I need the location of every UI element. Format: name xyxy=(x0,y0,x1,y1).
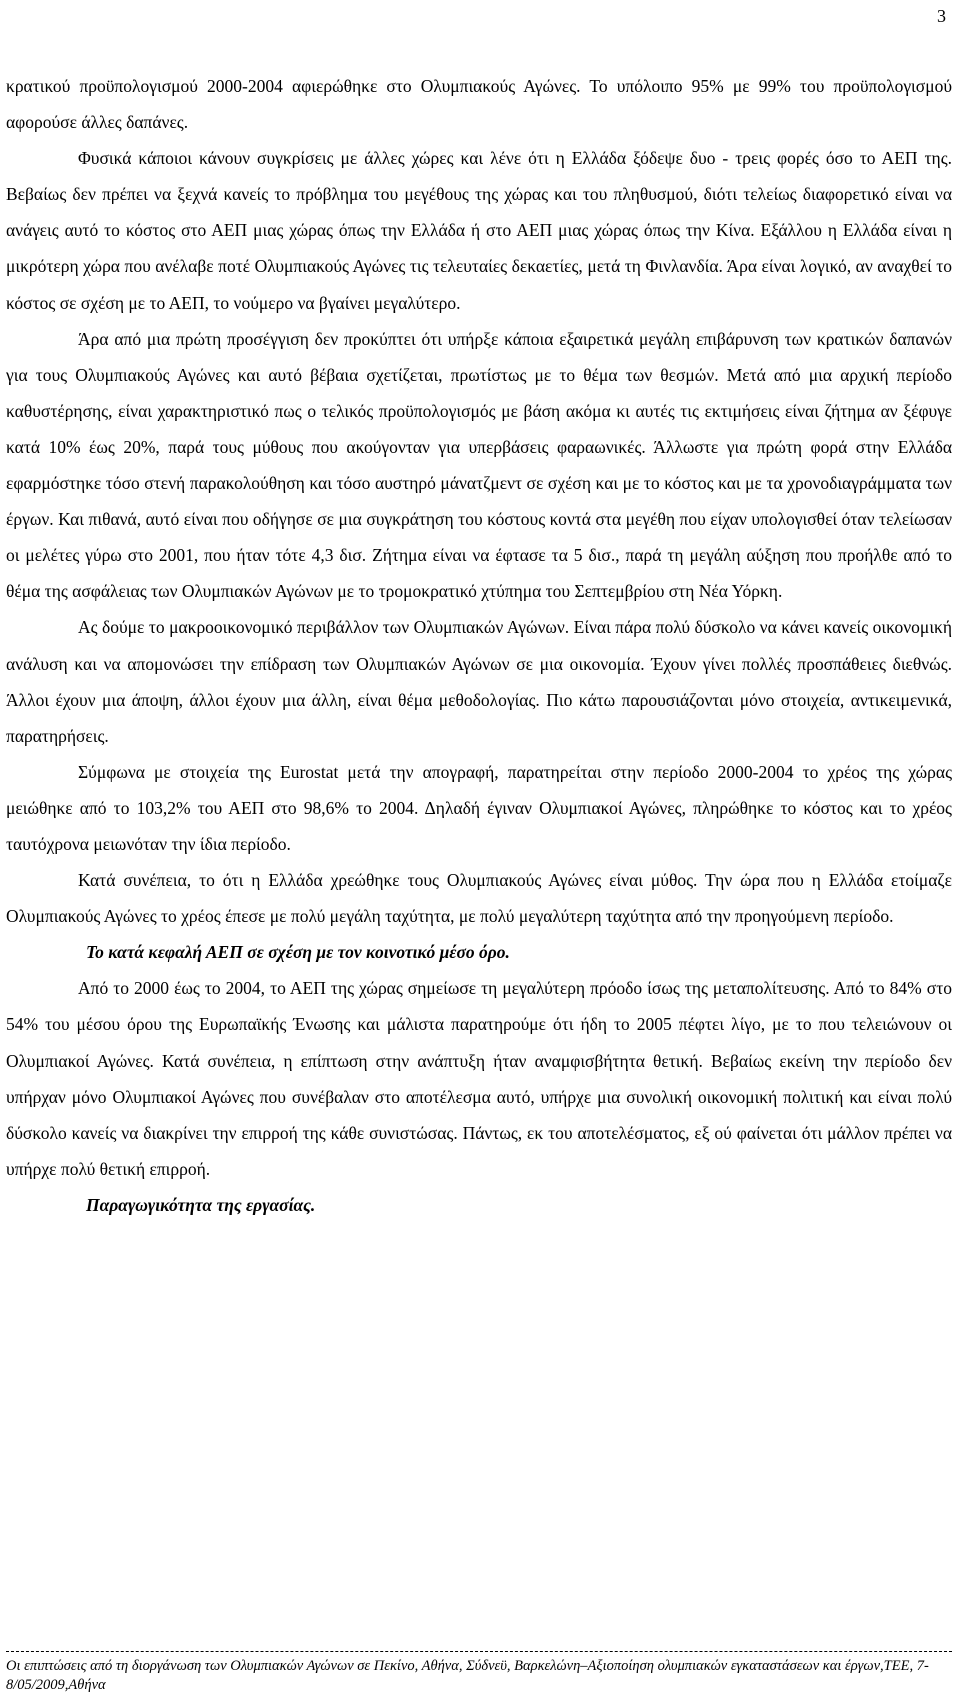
paragraph-gdp-progress: Από το 2000 έως το 2004, το ΑΕΠ της χώρας σημείωσε τη μεγαλύτερη πρόοδο ίσως της μεταπολίτευσης. Από το 84% στο 54% του μέσου όρου της Ευρωπαϊκής Ένωσης και μάλιστα παρατηρούμε ότι ήδη το 2005 πέφτει λίγο, με το που τελειώνουν οι Ολυμπιακοί Αγώνες. Κατά συνέπεια, η επίπτωση στην ανάπτυξη ήταν αναμφισβήτητα θετική. Βεβαίως εκείνη την περίοδο δεν υπήρχαν μόνο Ολυμπιακοί Αγώνες που συνέβαλαν στο αποτέλεσμα αυτό, υπήρχε μια συνολική οικονομική πολιτική και είναι πολύ δύσκολο κανείς να διακρίνει την επιρροή της κάθε συνιστώσας. Πάντως, εκ του αποτελέσματος, εξ ού φαίνεται ότι μάλλον πρέπει να υπήρχε πολύ θετική επιρροή. xyxy=(6,978,952,1179)
page-number: 3 xyxy=(937,6,946,26)
paragraph-macroeconomic: Ας δούμε το μακροοικονομικό περιβάλλον των Ολυμπιακών Αγώνων. Είναι πάρα πολύ δύσκολο να κάνει κανείς οικονομική ανάλυση και να απομονώσει την επίδραση των Ολυμπιακών Αγώνων σε μια οικονομία. Έχουν γίνει πολλές προσπάθειες διεθνώς. Άλλοι έχουν μια άποψη, άλλοι έχουν μια άλλη, είναι θέμα μεθοδολογίας. Πιο κάτω παρουσιάζονται μόνο στοιχεία, αντικειμενικά, παρατηρήσεις. xyxy=(6,617,952,746)
section-heading-labor-productivity: Παραγωγικότητα της εργασίας. xyxy=(86,1194,316,1215)
paragraph-first-approach: Άρα από μια πρώτη προσέγγιση δεν προκύπτει ότι υπήρξε κάποια εξαιρετικά μεγάλη επιβάρυνση των κρατικών δαπανών για τους Ολυμπιακούς Αγώνες και αυτό βέβαια σχετίζεται, πρωτίστως με το θέμα των θεσμών. Μετά από μια αρχική περίοδο καθυστέρησης, είναι χαρακτηριστικό πως ο τελικός προϋπολογισμός με βάση ακόμα κι αυτές τις εκτιμήσεις είναι ζήτημα αν ξέφυγε κατά 10% έως 20%, παρά τους μύθους που ακούγονταν για υπερβάσεις φαραωνικές. Άλλωστε για πρώτη φορά στην Ελλάδα εφαρμόστηκε τόσο στενή παρακολούθηση και τόσο αυστηρό μάνατζμεντ σε σχέση και με το κόστος και με τα χρονοδιαγράμματα των έργων. Και πιθανά, αυτό είναι που οδήγησε σε μια συγκράτηση του κόστους κοντά στα μεγέθη που είχαν υπολογισθεί όταν τελείωσαν οι μελέτες γύρω στο 2001, που ήταν τότε 4,3 δισ. Ζήτημα είναι να έφτασε τα 5 δισ., παρά τη μεγάλη αύξηση που προήλθε από το θέμα της ασφάλειας των Ολυμπιακών Αγώνων με το τρομοκρατικό χτύπημα του Σεπτεμβρίου στη Νέα Υόρκη. xyxy=(6,328,952,602)
footer-divider xyxy=(6,1651,952,1652)
section-heading-gdp-per-capita: Το κατά κεφαλή ΑΕΠ σε σχέση με τον κοινοτικό μέσο όρο. xyxy=(86,942,510,963)
footer-citation: Οι επιπτώσεις από τη διοργάνωση των Ολυμπιακών Αγώνων σε Πεκίνο, Αθήνα, Σύδνεϋ, Βαρκελώνη–Αξιοποίηση ολυμπιακών εγκαταστάσεων και έργων,ΤΕΕ, 7-8/05/2009,Αθήνα xyxy=(6,1658,929,1693)
document-body xyxy=(6,68,952,1223)
paragraph-consequently: Κατά συνέπεια, το ότι η Ελλάδα χρεώθηκε τους Ολυμπιακούς Αγώνες είναι μύθος. Την ώρα που η Ελλάδα ετοίμαζε Ολυμπιακούς Αγώνες το χρέος έπεσε με πολύ μεγάλη ταχύτητα, με πολύ μεγαλύτερη ταχύτητα από την προηγούμενη περίοδο. xyxy=(6,870,952,927)
paragraph-continuation: κρατικού προϋπολογισμού 2000-2004 αφιερώθηκε στο Ολυμπιακούς Αγώνες. Το υπόλοιπο 95% με 99% του προϋπολογισμού αφορούσε άλλες δαπάνες. xyxy=(6,76,952,133)
paragraph-eurostat: Σύμφωνα με στοιχεία της Eurostat μετά την απογραφή, παρατηρείται στην περίοδο 2000-2004 το χρέος της χώρας μειώθηκε από το 103,2% του ΑΕΠ στο 98,6% το 2004. Δηλαδή έγιναν Ολυμπιακοί Αγώνες, πληρώθηκε το κόστος και το χρέος ταυτόχρονα μειωνόταν την ίδια περίοδο. xyxy=(6,761,952,854)
paragraph-comparisons: Φυσικά κάποιοι κάνουν συγκρίσεις με άλλες χώρες και λένε ότι η Ελλάδα ξόδεψε δυο - τρεις φορές όσο το ΑΕΠ της. Βεβαίως δεν πρέπει να ξεχνά κανείς το πρόβλημα του μεγέθους της χώρας και του πληθυσμού, διότι τελείως διαφορετικό είναι να ανάγεις αυτό το κόστος στο ΑΕΠ μιας χώρας όπως την Ελλάδα ή στο ΑΕΠ μιας χώρας όπως την Κίνα. Εξάλλου η Ελλάδα είναι η μικρότερη χώρα που ανέλαβε ποτέ Ολυμπιακούς Αγώνες τις τελευταίες δεκαετίες, μετά τη Φινλανδία. Άρα είναι λογικό, αν αναχθεί το κόστος σε σχέση με το ΑΕΠ, το νούμερο να βγαίνει μεγαλύτερο. xyxy=(6,148,952,313)
